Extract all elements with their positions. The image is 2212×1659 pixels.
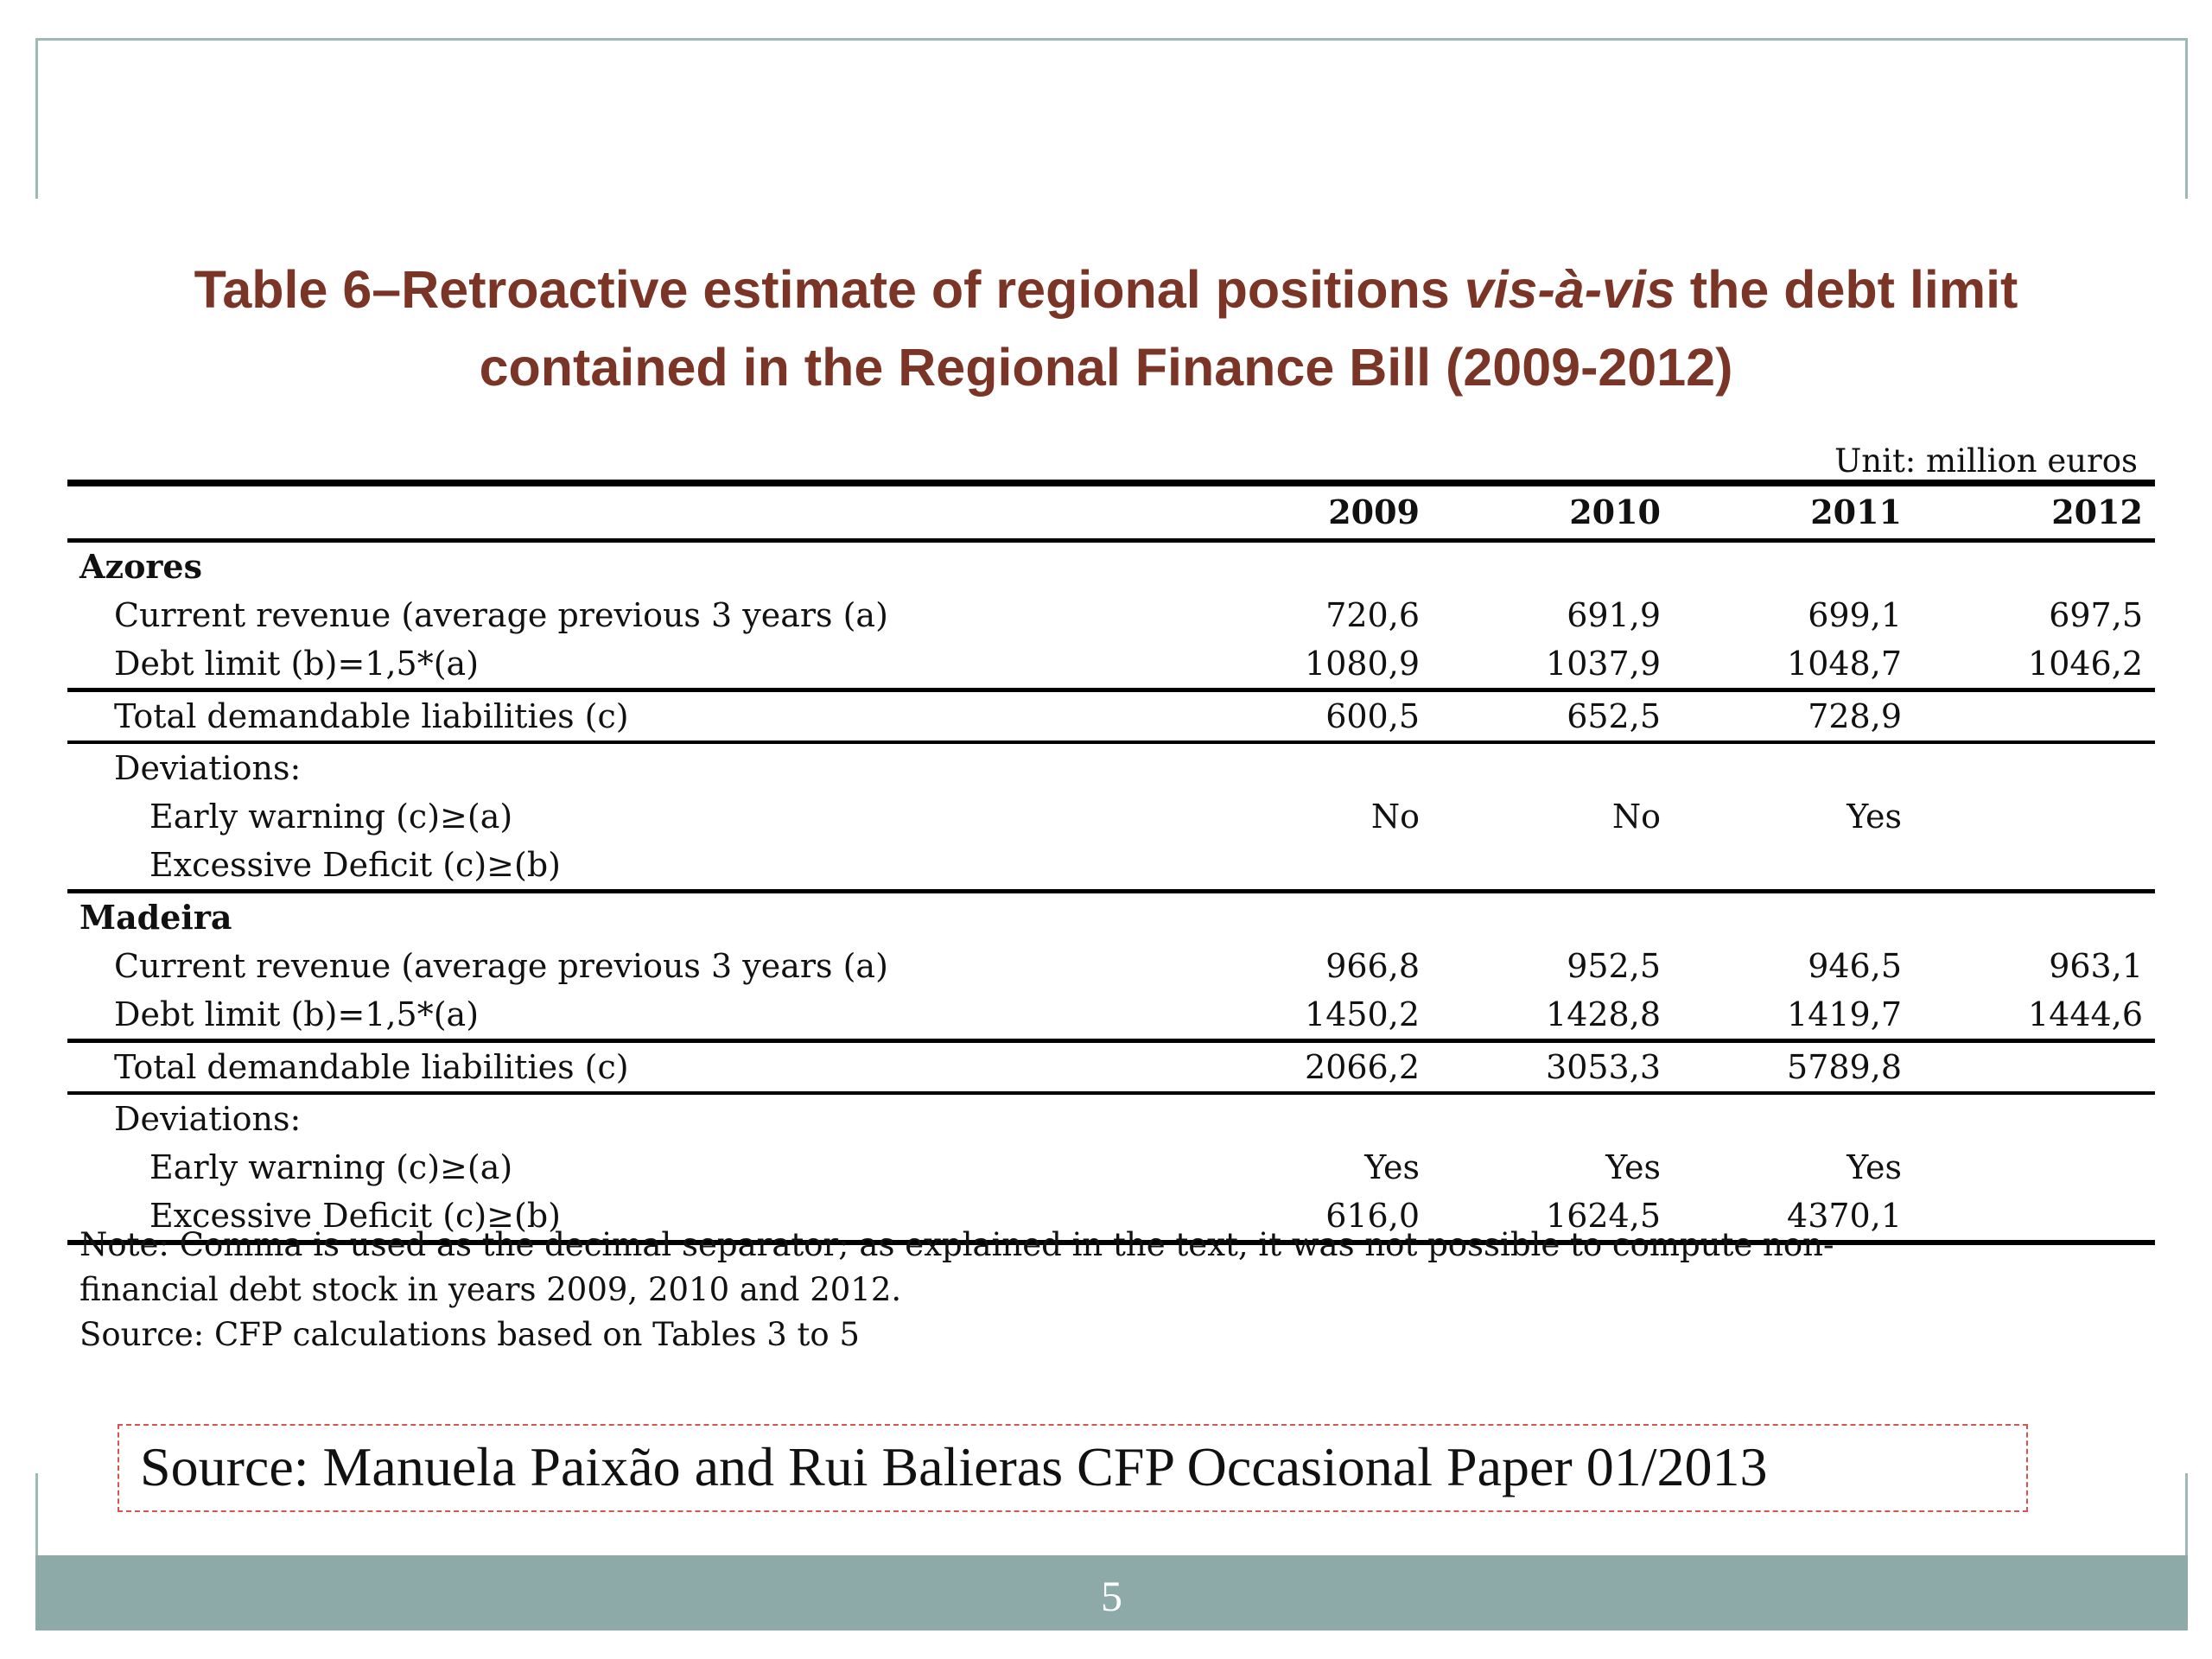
cell: 652,5 — [1567, 697, 1661, 735]
cell: 1080,9 — [1305, 645, 1420, 683]
cell: 952,5 — [1567, 947, 1661, 985]
header-year: 2012 — [2051, 493, 2143, 531]
table-row — [67, 591, 2155, 639]
slide-frame-right-edge — [2185, 1473, 2188, 1560]
table-row — [67, 639, 2155, 690]
cell — [1914, 690, 2155, 743]
cell: 1428,8 — [1546, 995, 1661, 1033]
cell: Yes — [1847, 798, 1902, 836]
header-year: 2010 — [1569, 493, 1661, 531]
cell: 1444,6 — [2028, 995, 2143, 1033]
cell: No — [1370, 798, 1420, 836]
cell: 600,5 — [1325, 697, 1420, 735]
table-title — [104, 251, 2108, 406]
page-number: 5 — [1101, 1572, 1122, 1620]
cell — [1432, 841, 1673, 892]
cell: 1037,9 — [1546, 645, 1661, 683]
cell: Yes — [1605, 1148, 1661, 1186]
title-line-2: contained in the Regional Finance Bill (2009-2012) — [479, 338, 1733, 397]
header-blank — [67, 483, 1191, 541]
cell: No — [1611, 798, 1661, 836]
table-row — [67, 792, 2155, 841]
cell: 963,1 — [2049, 947, 2143, 985]
cell: 616,0 — [1325, 1197, 1420, 1235]
row-label: Early warning (c)≥(a) — [149, 798, 513, 836]
row-label: Current revenue (average previous 3 years (a) — [114, 947, 888, 985]
header-year: 2011 — [1810, 493, 1902, 531]
cell: 1624,5 — [1546, 1197, 1661, 1235]
cell: 3053,3 — [1546, 1048, 1661, 1086]
row-label: Debt limit (b)=1,5*(a) — [114, 645, 480, 683]
cell: 1450,2 — [1305, 995, 1420, 1033]
cell: Yes — [1847, 1148, 1902, 1186]
note-line: financial debt stock in years 2009, 2010 and 2012. — [79, 1271, 902, 1308]
header-row — [67, 483, 2155, 541]
table-row — [67, 742, 2155, 792]
table-source-line: Source: CFP calculations based on Tables 3 to 5 — [79, 1316, 860, 1353]
table-row — [67, 942, 2155, 990]
cell: 728,9 — [1808, 697, 1902, 735]
cell: 5789,8 — [1787, 1048, 1902, 1086]
cell: 697,5 — [2049, 596, 2143, 634]
table-notes — [79, 1223, 2153, 1357]
cell — [1914, 1041, 2155, 1094]
cell: 4370,1 — [1787, 1197, 1902, 1235]
table-row — [67, 1143, 2155, 1192]
cell: 966,8 — [1325, 947, 1420, 985]
row-label: Excessive Deficit (c)≥(b) — [149, 846, 561, 884]
source-citation-box: Source: Manuela Paixão and Rui Balieras CFP Occasional Paper 01/2013 — [118, 1424, 2028, 1512]
row-label: Debt limit (b)=1,5*(a) — [114, 995, 480, 1033]
cell: 2066,2 — [1305, 1048, 1420, 1086]
header-year: 2009 — [1328, 493, 1420, 531]
cell — [1914, 841, 2155, 892]
region-name: Azores — [79, 547, 202, 586]
cell: 1419,7 — [1787, 995, 1902, 1033]
cell: 720,6 — [1325, 596, 1420, 634]
footer-bar — [35, 1555, 2188, 1630]
cell — [1673, 841, 1914, 892]
cell: 1048,7 — [1787, 645, 1902, 683]
slide-frame-left-edge — [35, 1473, 38, 1560]
row-label: Deviations: — [114, 1100, 302, 1138]
table-row — [67, 690, 2155, 743]
table-row — [67, 1093, 2155, 1143]
region-row-madeira — [67, 892, 2155, 943]
cell — [1914, 1143, 2155, 1192]
row-label: Excessive Deficit (c)≥(b) — [149, 1197, 561, 1235]
row-label: Deviations: — [114, 749, 302, 787]
row-label: Total demandable liabilities (c) — [114, 1048, 629, 1086]
cell: Yes — [1364, 1148, 1420, 1186]
slide-frame — [35, 38, 2188, 199]
table-row — [67, 1041, 2155, 1094]
row-label: Total demandable liabilities (c) — [114, 697, 629, 735]
cell: 699,1 — [1808, 596, 1902, 634]
debt-limit-table — [67, 480, 2155, 1245]
unit-label: Unit: million euros — [1834, 442, 2138, 480]
cell — [1914, 792, 2155, 841]
cell: 946,5 — [1808, 947, 1902, 985]
cell — [1191, 841, 1432, 892]
row-label: Early warning (c)≥(a) — [149, 1148, 513, 1186]
region-row-azores — [67, 541, 2155, 592]
note-line: Note: Comma is used as the decimal separator; as explained in the text, it was not possible to compute non- — [79, 1226, 1834, 1263]
row-label: Current revenue (average previous 3 years (a) — [114, 596, 888, 634]
table-row — [67, 990, 2155, 1041]
title-line-1: Table 6–Retroactive estimate of regional positions vis-à-vis the debt limit — [194, 260, 2018, 319]
cell: 1046,2 — [2028, 645, 2143, 683]
region-name: Madeira — [79, 898, 232, 937]
table-row — [67, 841, 2155, 892]
cell: 691,9 — [1567, 596, 1661, 634]
